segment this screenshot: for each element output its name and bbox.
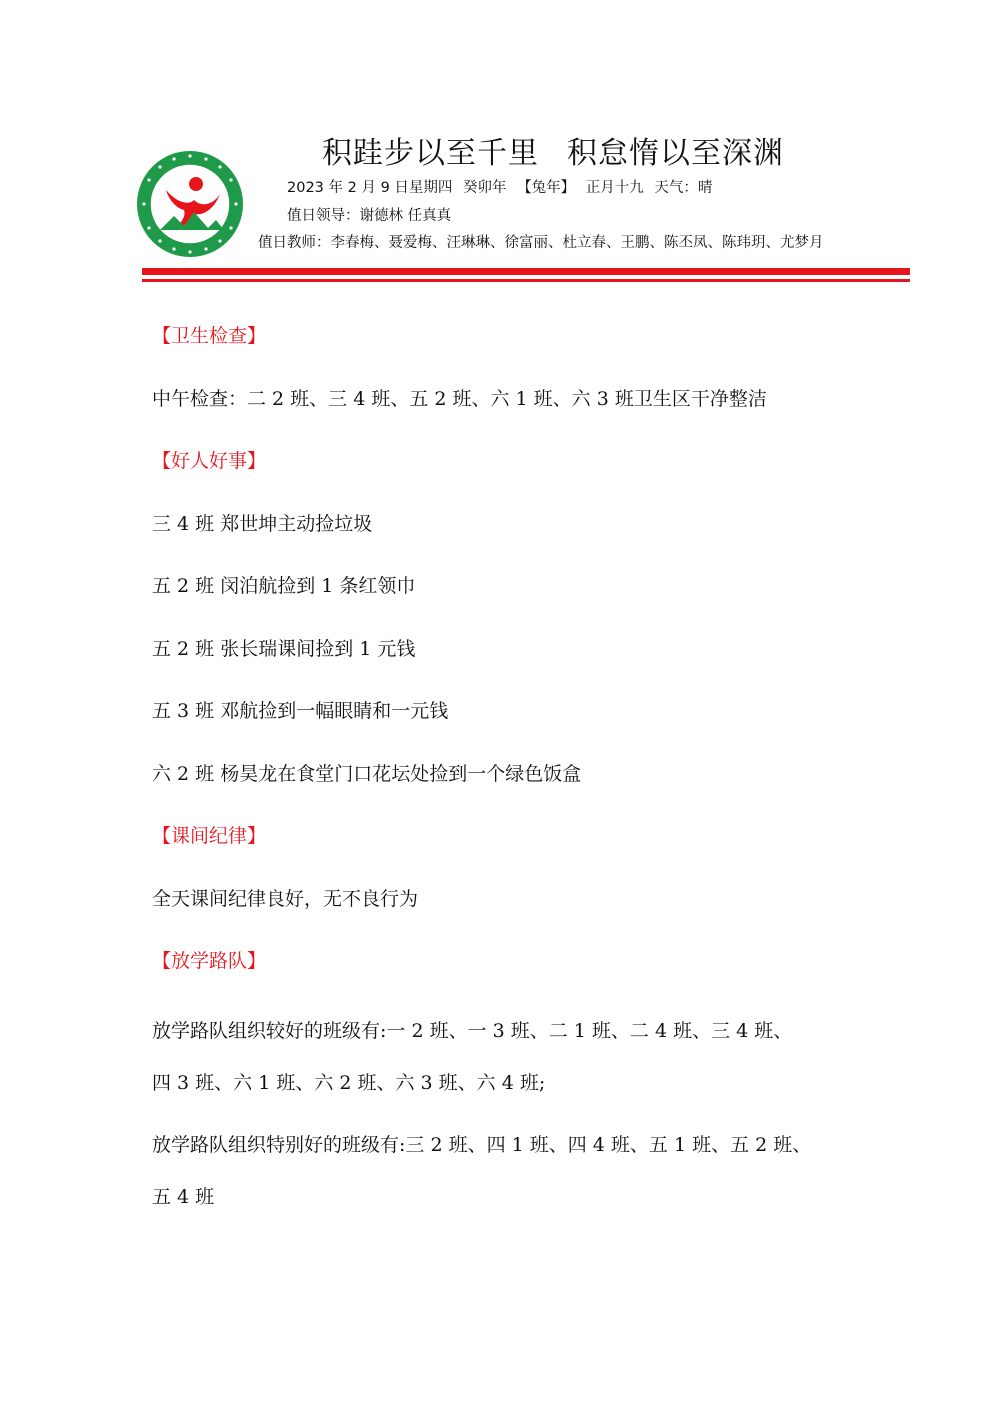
paragraph-line: 五 4 班 — [152, 1185, 215, 1208]
good-deed-item: 三 4 班 郑世坤主动捡垃圾 — [152, 512, 373, 535]
good-deed-item: 五 3 班 邓航捡到一幅眼睛和一元钱 — [152, 700, 449, 722]
lunar-year: 癸卯年 — [463, 180, 507, 196]
paragraph-line: 四 3 班、六 1 班、六 2 班、六 3 班、六 4 班; — [152, 1071, 546, 1094]
good-deed-item: 五 2 班 闵泊航捡到 1 条红领巾 — [152, 575, 416, 597]
report-body — [152, 317, 872, 1233]
section-heading-discipline: 【课间纪律】 — [152, 825, 267, 847]
dismissal-good-paragraph — [152, 1005, 852, 1109]
duty-leaders: 值日领导：谢德林 任真真 — [287, 208, 452, 224]
page-title — [322, 128, 784, 172]
paragraph-line: 放学路队组织较好的班级有:一 2 班、一 3 班、二 1 班、二 4 班、三 4 班、 — [152, 1019, 793, 1042]
duty-teachers: 值日教师：李春梅、聂爱梅、汪琳琳、徐富丽、杜立春、王鹏、陈丕凤、陈玮玥、尤梦月 — [258, 235, 824, 251]
school-logo — [136, 150, 244, 258]
zodiac-year: 【兔年】 — [517, 180, 576, 196]
dismissal-excellent-paragraph — [152, 1119, 852, 1223]
section-heading-dismissal: 【放学路队】 — [152, 950, 267, 972]
motto-left: 积跬步以至千里 — [322, 136, 539, 171]
header-divider-thin — [142, 279, 910, 282]
date-line — [287, 176, 712, 197]
good-deed-item: 六 2 班 杨昊龙在食堂门口花坛处捡到一个绿色饭盒 — [152, 762, 582, 785]
section-heading-good-deeds: 【好人好事】 — [152, 450, 267, 472]
discipline-item: 全天课间纪律良好，无不良行为 — [152, 887, 419, 910]
date-text: 2023 年 2 月 9 日星期四 — [287, 180, 453, 196]
section-heading-hygiene: 【卫生检查】 — [152, 325, 267, 347]
paragraph-line: 放学路队组织特别好的班级有:三 2 班、四 1 班、四 4 班、五 1 班、五 2 班、 — [152, 1133, 812, 1156]
good-deed-item: 五 2 班 张长瑞课间捡到 1 元钱 — [152, 637, 416, 660]
weather: 天气：晴 — [654, 180, 713, 196]
header-divider-thick — [142, 268, 910, 275]
hygiene-item: 中午检查：二 2 班、三 4 班、五 2 班、六 1 班、六 3 班卫生区干净整洁 — [152, 387, 767, 410]
motto-right: 积怠惰以至深渊 — [567, 136, 784, 171]
lunar-date: 正月十九 — [585, 180, 644, 196]
